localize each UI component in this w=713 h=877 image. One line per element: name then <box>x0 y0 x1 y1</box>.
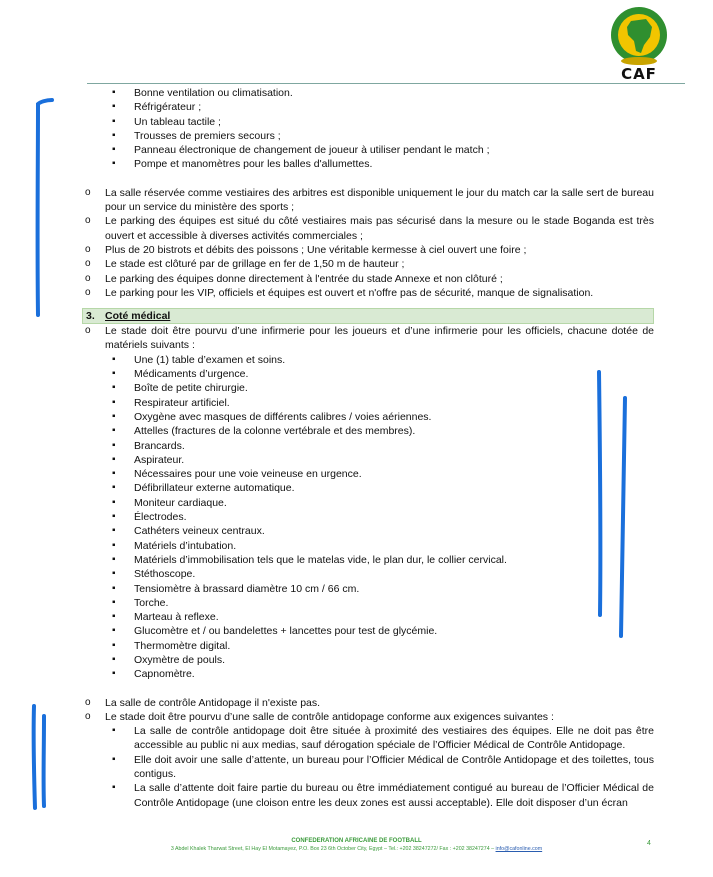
list-item: ▪ Cathéters veineux centraux. <box>82 524 654 538</box>
section-title: Coté médical <box>105 310 171 323</box>
list-item: ▪ Capnomètre. <box>82 667 654 681</box>
list-item: ▪ Respirateur artificiel. <box>82 396 654 410</box>
list-item: ▪ Aspirateur. <box>82 453 654 467</box>
list-item: ▪ Matériels d’immobilisation tels que le matelas vide, le plan dur, le collier cervical. <box>82 553 654 567</box>
observation-item: o Plus de 20 bistrots et débits des poissons ; Une véritable kermesse à ciel ouvert une foire ; <box>82 243 654 257</box>
list-item: ▪ Un tableau tactile ; <box>82 115 654 129</box>
observations-list <box>82 186 654 300</box>
footer-email-link[interactable]: info@cafonline.com <box>495 846 543 852</box>
list-item: ▪ Attelles (fractures de la colonne vertébrale et des membres). <box>82 424 654 438</box>
list-item: ▪ Torche. <box>82 596 654 610</box>
list-item: ▪ Réfrigérateur ; <box>82 100 654 114</box>
list-item: ▪ Trousses de premiers secours ; <box>82 129 654 143</box>
page-number: 4 <box>647 840 651 847</box>
logo-text: CAF <box>621 65 657 83</box>
list-item: ▪ Glucomètre et / ou bandelettes + lancettes pour test de glycémie. <box>82 624 654 638</box>
list-item: ▪ Thermomètre digital. <box>82 639 654 653</box>
document-body <box>82 86 654 810</box>
list-item: ▪ La salle d’attente doit faire partie du bureau ou être immédiatement contigué au bureau de l’Officier Médical de Contrôle Antidopage (une cloison entre les deux zones est aussi acceptable). Elle doit disposer d’un écran <box>82 781 654 810</box>
observation-item: o La salle réservée comme vestiaires des arbitres est disponible uniquement le jour du match car la salle sert de bureau pour un service du ministère des sports ; <box>82 186 654 215</box>
footer-organization: CONFEDERATION AFRICAINE DE FOOTBALL <box>291 838 422 844</box>
list-item: ▪ Électrodes. <box>82 510 654 524</box>
list-item: ▪ Marteau à reflexe. <box>82 610 654 624</box>
list-item: ▪ Pompe et manomètres pour les balles d'allumettes. <box>82 157 654 171</box>
list-item: ▪ Une (1) table d’examen et soins. <box>82 353 654 367</box>
section-heading <box>82 308 654 324</box>
list-item: ▪ Défibrillateur externe automatique. <box>82 481 654 495</box>
list-item: ▪ Oxygène avec masques de différents calibres / voies aériennes. <box>82 410 654 424</box>
observation-item: o Le stade est clôturé par de grillage en fer de 1,50 m de hauteur ; <box>82 257 654 271</box>
observation-item: o Le parking pour les VIP, officiels et équipes est ouvert et n'offre pas de sécurité, manque de signalisation. <box>82 286 654 300</box>
list-item: ▪ Elle doit avoir une salle d’attente, un bureau pour l’Officier Médical de Contrôle Antidopage et des toilettes, tous contigus. <box>82 753 654 782</box>
annotation-line-left-1 <box>34 706 35 808</box>
antidoping-section <box>82 696 654 810</box>
list-item: ▪ Panneau électronique de changement de joueur à utiliser pendant le match ; <box>82 143 654 157</box>
header-rule <box>87 83 685 84</box>
annotation-bracket-top <box>38 100 52 315</box>
list-item: ▪ Moniteur cardiaque. <box>82 496 654 510</box>
observation-item: o Le parking des équipes est situé du côté vestiaires mais pas sécurisé dans la mesure ou le stade Boganda est très ouvert et accessible à diverses activités commerciales ; <box>82 214 654 243</box>
list-item: ▪ Stéthoscope. <box>82 567 654 581</box>
list-item: ▪ Oxymètre de pouls. <box>82 653 654 667</box>
list-item: ▪ Bonne ventilation ou climatisation. <box>82 86 654 100</box>
list-item: ▪ Matériels d’intubation. <box>82 539 654 553</box>
page-footer <box>0 838 713 852</box>
medical-equipment-list <box>82 353 654 682</box>
list-item: ▪ Nécessaires pour une voie veineuse en urgence. <box>82 467 654 481</box>
caf-logo <box>598 3 680 83</box>
medical-intro: o Le stade doit être pourvu d’une infirmerie pour les joueurs et d’une infirmerie pour les officiels, chacune dotée de matériels suivants : <box>82 324 654 353</box>
list-item: ▪ Boîte de petite chirurgie. <box>82 381 654 395</box>
antidoping-status: o La salle de contrôle Antidopage il n'existe pas. <box>82 696 654 710</box>
antidoping-requirements-intro: o Le stade doit être pourvu d’une salle de contrôle antidopage conforme aux exigences suivantes : <box>82 710 654 724</box>
observation-item: o Le parking des équipes donne directement à l'entrée du stade Annexe et non clôturé ; <box>82 272 654 286</box>
footer-address: 3 Abdel Khalek Tharwat Street, El Hay El Motamayez, P.O. Box 23 6th October City, Egypt – Tel.: +202 38247272/ Fax : +202 38247274 – info@cafonline.com <box>170 846 543 852</box>
list-item: ▪ Brancards. <box>82 439 654 453</box>
list-item: ▪ Tensiomètre à brassard diamètre 10 cm / 66 cm. <box>82 582 654 596</box>
list-item: ▪ La salle de contrôle antidopage doit être située à proximité des vestiaires des équipes. Elle ne doit pas être accessible au public ni aux medias, sauf dérogation spéciale de l’Officier Médical de Contrôle Antidopage. <box>82 724 654 753</box>
equipment-list <box>82 86 654 172</box>
section-number: 3. <box>86 310 95 323</box>
list-item: ▪ Médicaments d’urgence. <box>82 367 654 381</box>
